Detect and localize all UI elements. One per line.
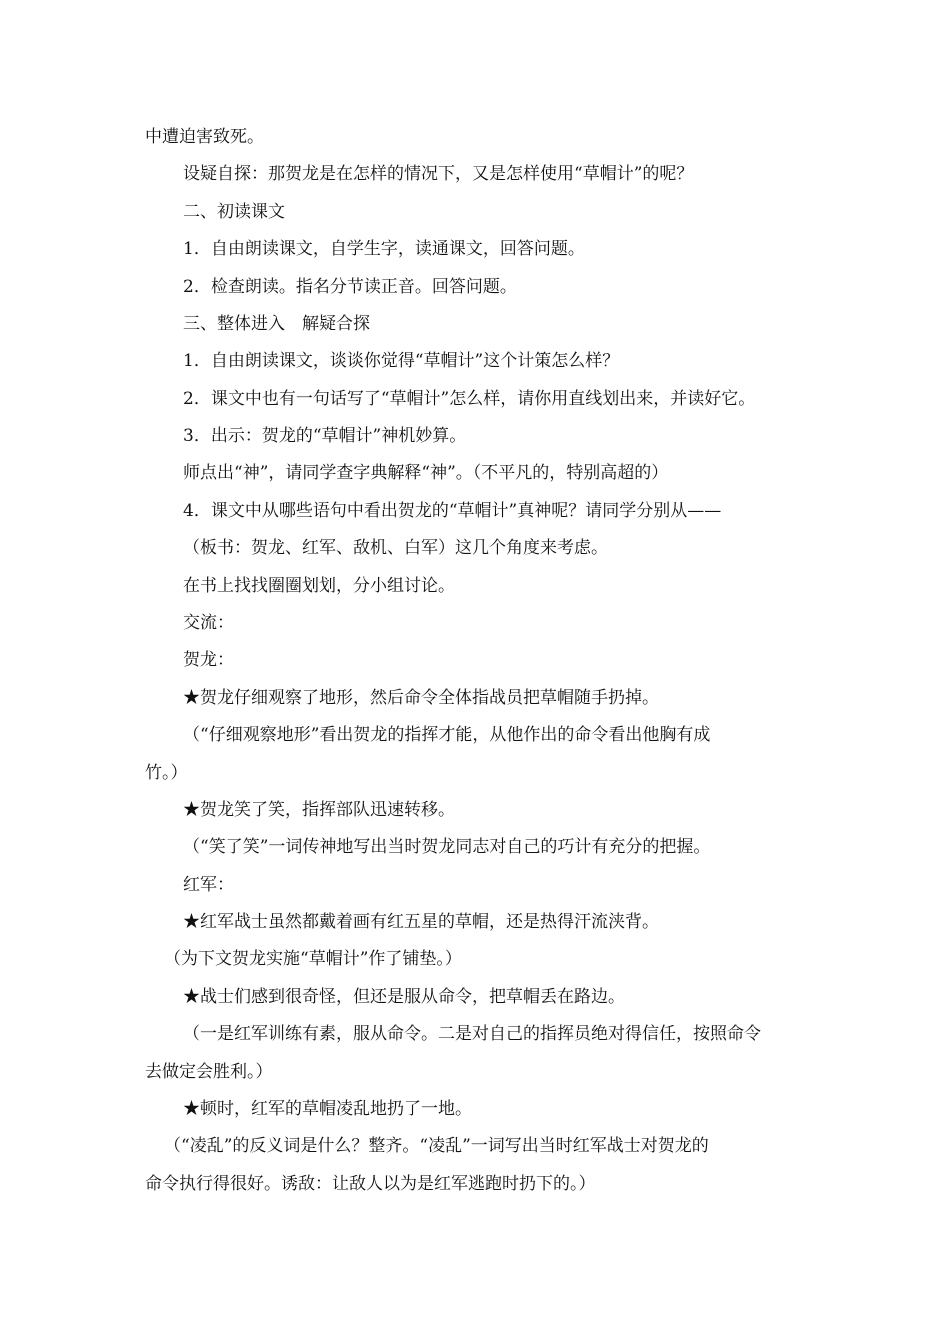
text-line: 师点出“神”，请同学查字典解释“神”。（不平凡的，特别高超的） (183, 463, 669, 483)
text-line: 1．自由朗读课文，自学生字，读通课文，回答问题。 (183, 239, 585, 259)
text-line: 命令执行得很好。诱敌：让敌人以为是红军逃跑时扔下的。） (145, 1174, 596, 1194)
text-line: 竹。） (145, 763, 188, 783)
text-line: 贺龙： (183, 650, 234, 670)
text-line: ★贺龙笑了笑，指挥部队迅速转移。 (183, 800, 455, 820)
text-line: 去做定会胜利。） (145, 1062, 273, 1082)
text-line: 在书上找找圈圈划划，分小组讨论。 (183, 576, 455, 596)
text-line: 2．课文中也有一句话写了“草帽计”怎么样，请你用直线划出来，并读好它。 (183, 389, 756, 409)
text-line: （为下文贺龙实施“草帽计”作了铺垫。） (164, 949, 462, 969)
text-line: 交流： (183, 613, 234, 633)
text-line: ★红军战士虽然都戴着画有红五星的草帽，还是热得汗流浃背。 (183, 912, 659, 932)
text-line: ★贺龙仔细观察了地形，然后命令全体指战员把草帽随手扔掉。 (183, 688, 659, 708)
text-line: （“笑了笑”一词传神地写出当时贺龙同志对自己的巧计有充分的把握。 (183, 837, 711, 857)
text-line: 1．自由朗读课文，谈谈你觉得“草帽计”这个计策怎么样？ (183, 351, 620, 371)
text-line: 4．课文中从哪些语句中看出贺龙的“草帽计”真神呢？请同学分别从—— (183, 501, 722, 521)
text-line: （“凌乱”的反义词是什么？整齐。“凌乱”一词写出当时红军战士对贺龙的 (164, 1136, 709, 1156)
text-line: 中遭迫害致死。 (145, 127, 264, 147)
section-heading: 二、初读课文 (183, 202, 285, 222)
text-line: （一是红军训练有素，服从命令。二是对自己的指挥员绝对得信任，按照命令 (183, 1024, 761, 1044)
text-line: （“仔细观察地形”看出贺龙的指挥才能，从他作出的命令看出他胸有成 (183, 725, 711, 745)
text-line: 2．检查朗读。指名分节读正音。回答问题。 (183, 277, 517, 297)
section-heading: 三、整体进入 解疑合探 (183, 314, 370, 334)
text-line: ★战士们感到很奇怪，但还是服从命令，把草帽丢在路边。 (183, 987, 625, 1007)
text-line: （板书：贺龙、红军、敌机、白军）这几个角度来考虑。 (183, 538, 608, 558)
text-line: ★顿时，红军的草帽凌乱地扔了一地。 (183, 1099, 472, 1119)
text-line: 3．出示：贺龙的“草帽计”神机妙算。 (183, 426, 467, 446)
text-line: 设疑自探：那贺龙是在怎样的情况下，又是怎样使用“草帽计”的呢？ (183, 164, 694, 184)
text-line: 红军： (183, 875, 234, 895)
